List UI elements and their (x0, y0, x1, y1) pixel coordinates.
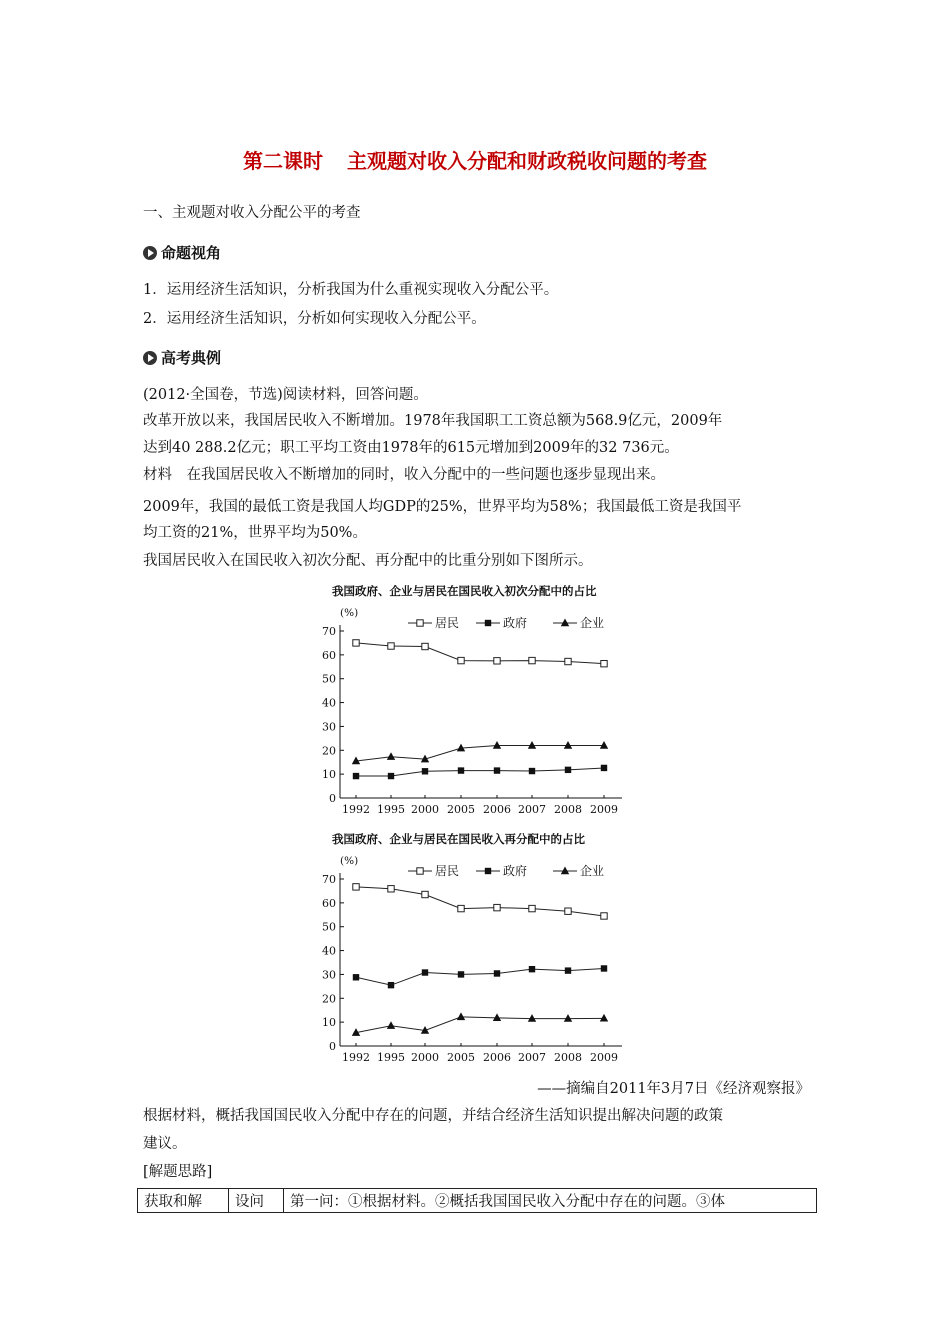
data-point (388, 643, 394, 649)
x-tick-label: 2005 (447, 1051, 475, 1064)
question-line-1: 根据材料，概括我国国民收入分配中存在的问题，并结合经济生活知识提出解决问题的政策 (143, 1108, 723, 1124)
y-tick-label: 70 (322, 625, 336, 638)
y-tick-label: 20 (322, 744, 336, 758)
data-point (493, 1013, 501, 1021)
x-tick-label: 1995 (377, 803, 405, 816)
paragraph-1b: 达到40 288.2亿元；职工平均工资由1978年的615元增加到2009年的32 736元。 (143, 440, 679, 456)
data-point (601, 660, 607, 666)
title-topic: 主观题对收入分配和财政税收问题的考查 (347, 149, 707, 173)
y-tick-label: 30 (322, 968, 336, 982)
data-point (388, 982, 394, 988)
question-line-2: 建议。 (143, 1136, 187, 1152)
data-point (601, 913, 607, 919)
y-tick-label: 40 (322, 696, 336, 710)
x-tick-label: 2006 (483, 1051, 511, 1064)
paragraph-3b: 均工资的21%，世界平均为50%。 (143, 525, 367, 541)
data-point (494, 767, 500, 773)
y-axis-unit: (%) (340, 607, 359, 619)
x-tick-label: 1992 (342, 1051, 370, 1064)
data-point (353, 640, 359, 646)
data-point (528, 741, 536, 749)
section-heading: 一、主观题对收入分配公平的考查 (143, 205, 361, 221)
angle-item-2: 2．运用经济生活知识，分析如何实现收入分配公平。 (143, 311, 486, 327)
data-point (387, 752, 395, 760)
data-point (458, 971, 464, 977)
y-tick-label: 0 (329, 792, 336, 805)
x-tick-label: 2009 (590, 1051, 618, 1064)
source-note: ——摘编自2011年3月7日《经济观察报》 (537, 1081, 810, 1097)
data-point (387, 1021, 395, 1029)
angle-item-1: 1．运用经济生活知识，分析我国为什么重视实现收入分配公平。 (143, 282, 559, 298)
x-tick-label: 1995 (377, 1051, 405, 1064)
data-point (493, 741, 501, 749)
heading-angle-label: 命题视角 (161, 244, 222, 262)
data-point (494, 658, 500, 664)
chart-title: 我国政府、企业与居民在国民收入初次分配中的占比 (332, 584, 597, 598)
heading-example (143, 348, 221, 368)
guide-heading: [解题思路] (143, 1164, 213, 1180)
data-point (529, 768, 535, 774)
y-tick-label: 70 (322, 873, 336, 886)
data-point (388, 886, 394, 892)
table-cell: 第一问：①根据材料。②概括我国国民收入分配中存在的问题。③体 (284, 1189, 817, 1213)
table-cell: 设问 (229, 1189, 284, 1213)
y-tick-label: 30 (322, 720, 336, 734)
legend-marker (417, 868, 423, 874)
data-point (422, 891, 428, 897)
data-point (564, 1014, 572, 1022)
data-point (353, 974, 359, 980)
data-point (353, 884, 359, 890)
x-tick-label: 2005 (447, 803, 475, 816)
y-tick-label: 60 (322, 648, 336, 662)
data-point (565, 658, 571, 664)
data-point (422, 768, 428, 774)
data-point (529, 966, 535, 972)
y-axis-unit: (%) (340, 855, 359, 867)
x-tick-label: 2008 (554, 803, 582, 816)
data-point (564, 741, 572, 749)
legend-label: 企业 (580, 864, 605, 878)
y-tick-label: 60 (322, 896, 336, 910)
data-point (353, 773, 359, 779)
table-cell: 获取和解 (138, 1189, 229, 1213)
data-point (529, 657, 535, 663)
legend-label: 企业 (580, 616, 605, 630)
x-tick-label: 2007 (518, 803, 546, 816)
data-point (600, 741, 608, 749)
legend-label: 居民 (435, 616, 460, 630)
play-circle-icon (143, 351, 157, 365)
legend-label: 政府 (503, 864, 528, 878)
chart-redistribution (300, 826, 650, 1064)
data-point (528, 1014, 536, 1022)
legend-marker (561, 619, 569, 627)
y-tick-label: 10 (322, 768, 336, 782)
paragraph-4: 我国居民收入在国民收入初次分配、再分配中的比重分别如下图所示。 (143, 553, 593, 569)
table-row (138, 1189, 817, 1213)
x-tick-label: 2007 (518, 1051, 546, 1064)
legend-label: 政府 (503, 616, 528, 630)
data-point (458, 767, 464, 773)
y-tick-label: 50 (322, 672, 336, 686)
y-tick-label: 40 (322, 944, 336, 958)
data-point (600, 1014, 608, 1022)
data-point (422, 969, 428, 975)
heading-angle (143, 243, 221, 263)
y-tick-label: 0 (329, 1040, 336, 1053)
x-tick-label: 1992 (342, 803, 370, 816)
data-point (422, 643, 428, 649)
x-tick-label: 2000 (411, 803, 439, 816)
legend-label: 居民 (435, 864, 460, 878)
guide-table (137, 1188, 817, 1213)
data-point (494, 970, 500, 976)
legend-marker (485, 868, 491, 874)
legend-marker (485, 620, 491, 626)
chart-title: 我国政府、企业与居民在国民收入再分配中的占比 (332, 832, 585, 846)
play-circle-icon (143, 246, 157, 260)
y-tick-label: 20 (322, 992, 336, 1006)
data-point (388, 773, 394, 779)
x-tick-label: 2000 (411, 1051, 439, 1064)
data-point (494, 904, 500, 910)
x-tick-label: 2008 (554, 1051, 582, 1064)
data-point (457, 1012, 465, 1020)
data-point (601, 965, 607, 971)
data-point (529, 905, 535, 911)
y-tick-label: 50 (322, 920, 336, 934)
data-point (565, 967, 571, 973)
heading-example-label: 高考典例 (161, 349, 222, 367)
legend-marker (561, 867, 569, 875)
data-point (458, 657, 464, 663)
paragraph-1a: 改革开放以来，我国居民收入不断增加。1978年我国职工工资总额为568.9亿元，2009年 (143, 413, 723, 429)
data-point (601, 765, 607, 771)
paragraph-3a: 2009年，我国的最低工资是我国人均GDP的25%，世界平均为58%；我国最低工资是我国平 (143, 499, 742, 515)
data-point (565, 767, 571, 773)
chart-primary-distribution (300, 578, 650, 816)
y-tick-label: 10 (322, 1016, 336, 1030)
page-title (0, 145, 950, 174)
x-tick-label: 2009 (590, 803, 618, 816)
title-lesson: 第二课时 (243, 149, 323, 173)
paragraph-2: 材料 在我国居民收入不断增加的同时，收入分配中的一些问题也逐步显现出来。 (143, 467, 665, 483)
x-tick-label: 2006 (483, 803, 511, 816)
example-source: (2012·全国卷，节选)阅读材料，回答问题。 (143, 387, 428, 403)
legend-marker (417, 620, 423, 626)
data-point (565, 908, 571, 914)
data-point (458, 905, 464, 911)
